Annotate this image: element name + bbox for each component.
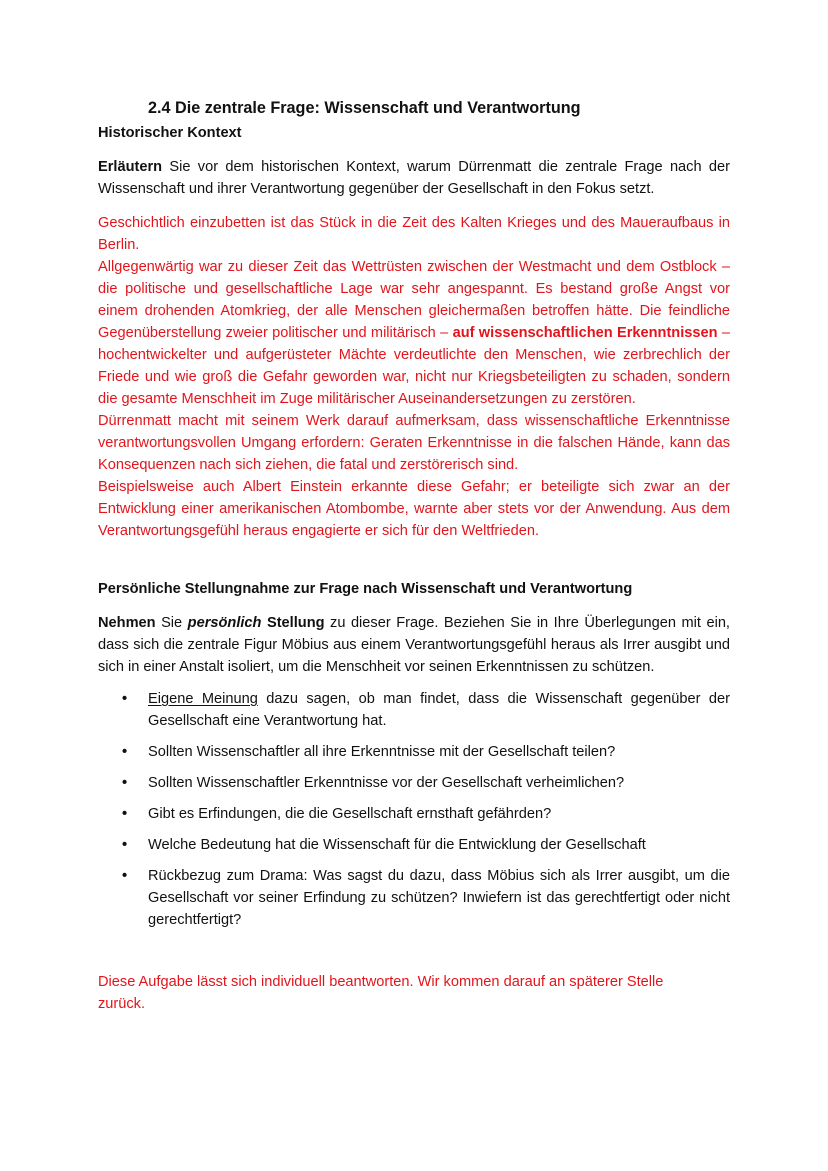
- list-item-text: dazu sagen, ob man findet, dass die Wissenschaft gegenüber der Gesellschaft eine Verantwortung hat.: [148, 691, 730, 729]
- task-explain: [98, 156, 730, 200]
- bullet-icon: •: [122, 744, 128, 760]
- task-verb-nehmen: Nehmen: [98, 615, 156, 631]
- task-verb-erlaeutern: Erläutern: [98, 159, 163, 175]
- list-item: [98, 803, 730, 825]
- list-item: [98, 741, 730, 763]
- bullet-icon: •: [122, 868, 128, 884]
- list-item-text: Sollten Wissenschaftler Erkenntnisse vor der Gesellschaft verheimlichen?: [148, 775, 625, 791]
- bullet-icon: •: [122, 775, 128, 791]
- task-statement-text-2: zu dieser Frage. Beziehen Sie in Ihre Überlegungen mit ein, dass sich die zentrale Figur Möbius aus einem Verantwortungsgefühl heraus als Irrer ausgibt und sich in einer Anstalt isoliert, um die Menschheit vor seinen Erkenntnissen zu schützen.: [98, 615, 730, 675]
- list-item-text: Welche Bedeutung hat die Wissenschaft für die Entwicklung der Gesellschaft: [148, 837, 646, 853]
- document-page: [98, 96, 730, 1015]
- answer-paragraph-2-bold: auf wissenschaftlichen Erkenntnissen: [452, 325, 718, 341]
- list-item-text: Sollten Wissenschaftler all ihre Erkenntnisse mit der Gesellschaft teilen?: [148, 744, 616, 760]
- answer-block: [98, 212, 730, 542]
- task-explain-text: Sie vor dem historischen Kontext, warum Dürrenmatt die zentrale Frage nach der Wissenschaft und ihrer Verantwortung gegenüber der Gesellschaft in den Fokus setzt.: [98, 159, 730, 197]
- list-item: [98, 688, 730, 732]
- closing-note: Diese Aufgabe lässt sich individuell beantworten. Wir kommen darauf an späterer Stelle zurück.: [98, 974, 664, 1012]
- section-title: 2.4 Die zentrale Frage: Wissenschaft und Verantwortung: [148, 99, 581, 117]
- task-statement: [98, 612, 730, 678]
- answer-paragraph-4: Beispielsweise auch Albert Einstein erkannte diese Gefahr; er beteiligte sich zwar an der Entwicklung einer amerikanischen Atombombe, warnte aber stets vor der Anwendung. Aus dem Verantwortungsgefühl heraus engagierte er sich für den Weltfrieden.: [98, 479, 730, 539]
- heading-historical-context: Historischer Kontext: [98, 125, 242, 141]
- heading-personal-statement: Persönliche Stellungnahme zur Frage nach Wissenschaft und Verantwortung: [98, 581, 633, 597]
- answer-paragraph-2-b: – hochentwickelter und aufgerüsteter Mächte verdeutlichte den Menschen, wie zerbrechlich der Friede und wie groß die Gefahr geworden war, nicht nur Kriegsbeteiligten zu schaden, sondern die gesamte Menschheit im Zuge militärischer Auseinandersetzungen zu zerstören.: [98, 325, 731, 407]
- task-emphasis: persönlich: [187, 615, 262, 631]
- list-item: [98, 834, 730, 856]
- bullet-icon: •: [122, 837, 128, 853]
- question-list: [98, 688, 730, 931]
- task-bold-stellung: Stellung: [261, 615, 325, 631]
- list-item-text: Rückbezug zum Drama: Was sagst du dazu, dass Möbius sich als Irrer ausgibt, um die Gesellschaft vor seiner Erfindung zu schützen? Inwiefern ist das gerechtfertigt oder nicht gerechtfertigt?: [148, 868, 730, 928]
- answer-paragraph-2: [98, 256, 730, 410]
- list-item-text: Gibt es Erfindungen, die die Gesellschaft ernsthaft gefährden?: [148, 806, 552, 822]
- bullet-icon: •: [122, 691, 128, 707]
- list-item: [98, 865, 730, 931]
- answer-paragraph-1: Geschichtlich einzubetten ist das Stück in die Zeit des Kalten Krieges und des Maueraufbaus in Berlin.: [98, 215, 730, 253]
- own-opinion-underlined: Eigene Meinung: [148, 691, 258, 707]
- list-item: [98, 772, 730, 794]
- answer-paragraph-2-a: Allgegenwärtig war zu dieser Zeit das Wettrüsten zwischen der Westmacht und dem Ostblock – die politische und gesellschaftliche Lage war sehr angespannt. Es bestand große Angst vor einem drohenden Atomkrieg, der alle Menschen gleichermaßen betroffen hätte. Die feindliche Gegenüberstellung zweier politischer und militärisch –: [98, 259, 730, 341]
- task-statement-text-1: Sie: [155, 615, 188, 631]
- answer-paragraph-3: Dürrenmatt macht mit seinem Werk darauf aufmerksam, dass wissenschaftliche Erkenntnisse verantwortungsvollen Umgang erfordern: Geraten Erkenntnisse in die falschen Hände, kann das Konsequenzen nach sich ziehen, die fatal und zerstörerisch sind.: [98, 413, 730, 473]
- bullet-icon: •: [122, 806, 128, 822]
